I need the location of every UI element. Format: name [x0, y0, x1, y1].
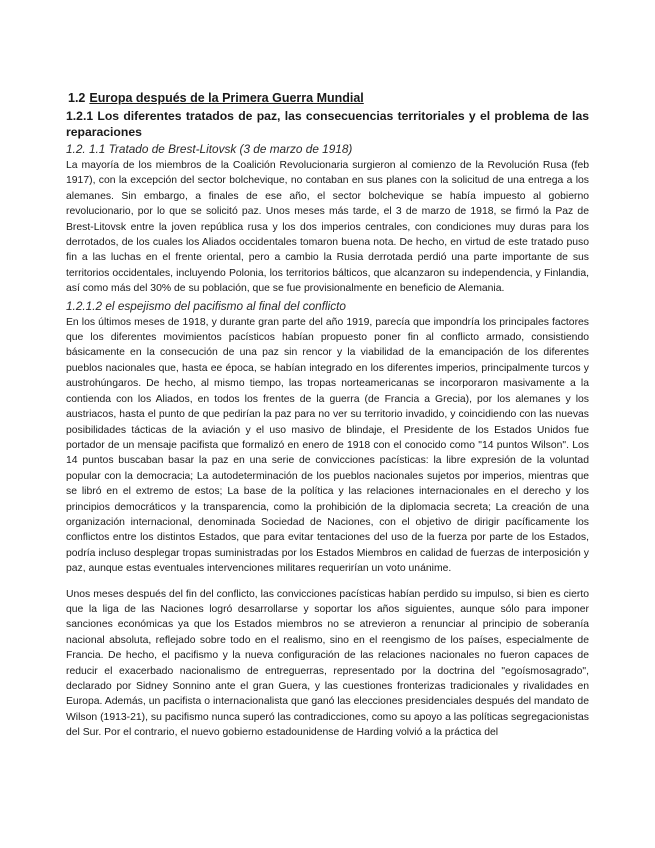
document-body: [66, 90, 589, 743]
section-title: Europa después de la Primera Guerra Mundial: [89, 91, 364, 105]
section-number: 1.2: [68, 91, 86, 105]
section-heading: [68, 90, 589, 106]
pacifism-heading: 1.2.1.2 el espejismo del pacifismo al final del conflicto: [66, 298, 346, 313]
brest-litovsk-paragraph: La mayoría de los miembros de la Coalición Revolucionaria surgieron al comienzo de la Revolución Rusa (feb 1917), con la excepción del sector bolchevique, no contaban en sus planes con la solicitud de una entrega a los alemanes. Sin embargo, a finales de ese año, el sector bolchevique se había impuesto al gobierno revolucionario, por lo que se solicitó paz. Unos meses más tarde, el 3 de marzo de 1918, se firmó la Paz de Brest-Litovsk entre la joven república rusa y los dos imperios centrales, con condiciones muy duras para los derrotados, de los cuales los Aliados occidentales tomaron buena nota. De hecho, en virtud de este tratado puso fin a las luchas en el frente oriental, pero a cambio la Rusia derrotada perdió una parte importante de sus territorios occidentales, incluyendo Polonia, los territorios bálticos, que alcanzaron su independencia, y Finlandia, así como más del 30% de su población, que se fue provisionalmente en beneficio de Alemania.: [66, 160, 589, 295]
pacifism-paragraph-1: En los últimos meses de 1918, y durante gran parte del año 1919, parecía que impondría los principales factores que los diferentes movimientos pacísticos habían propuesto poner fin al conflicto armado, consistiendo básicamente en la consecución de una paz sin rencor y la viabilidad de la emancipación de los diferentes pueblos nacionales que, hasta ee época, se habían integrado en los diferentes imperios, principalmente turcos y austrohúngaros. De hecho, al mismo tiempo, las tropas norteamericanas se incorporaron masivamente a la contienda con los Aliados, en todos los frentes de la guerra (de Francia a Grecia), por los alemanes y los austriacos, hasta el punto de que pedirían la paz para no ver su territorio invadido, y coincidiendo con las nuevas posibilidades tácticas de la aviación y el uso masivo de blindaje, el Presidente de los Estados Unidos fue portador de un mensaje pacifista que formalizó en enero de 1918 con el conocido como "14 puntos Wilson". Los 14 puntos buscaban basar la paz en una serie de convicciones pacísticas: la libre expresión de la voluntad popular con la democracia; La autodeterminación de los pueblos nacionales sujetos por imperios, mientras que se libró en el extremo de estos; La base de la política y las relaciones internacionales en el derecho y los principios democráticos y la transparencia, como la prohibición de la diplomacia secreta; La creación de una organización internacional, denominada Sociedad de Naciones, con el objetivo de dirigir pacíficamente los conflictos entre los distintos Estados, que para evitar tentaciones del uso de la fuerza por parte de los Estados, podría incluso desplegar tropas suministradas por los Estados Miembros en calidad de fuerzas de interposición y paz, aunque estas eventuales intervenciones militares requerirían un voto unánime.: [66, 316, 589, 575]
paragraph-spacer: [66, 579, 589, 587]
pacifism-paragraph-2: Unos meses después del fin del conflicto, las convicciones pacísticas habían perdido su impulso, si bien es cierto que la liga de las Naciones logró desarrollarse y soportar los años siguientes, aunque sólo para imponer sanciones económicas ya que los Estados miembros no se atrevieron a renunciar al principio de soberanía nacional absoluta, reflejado sobre todo en el realismo, sino en el reengismo de los países, especialmente de Francia. De hecho, el pacifismo y la nueva configuración de las relaciones nacionales no fueron capaces de reducir el exacerbado nacionalismo de entreguerras, representado por la doctrina del "egoísmosagrado", declarado por Sidney Sonnino ante el gran Guera, y las cuestiones fronterizas tradicionales y rivalidades en Europa. Además, un pacifista o internacionalista que ganó las elecciones presidenciales después del mandato de Wilson (1913-21), su pacifismo nunca superó las contradicciones, como su apoyo a las políticas segregacionistas del Sur. Por el contrario, el nuevo gobierno estadounidense de Harding volvió a la práctica del: [66, 588, 589, 739]
subsection-heading: 1.2.1 Los diferentes tratados de paz, las consecuencias territoriales y el problema de las reparaciones: [66, 109, 589, 139]
brest-litovsk-heading: 1.2. 1.1 Tratado de Brest-Litovsk (3 de marzo de 1918): [66, 142, 353, 156]
